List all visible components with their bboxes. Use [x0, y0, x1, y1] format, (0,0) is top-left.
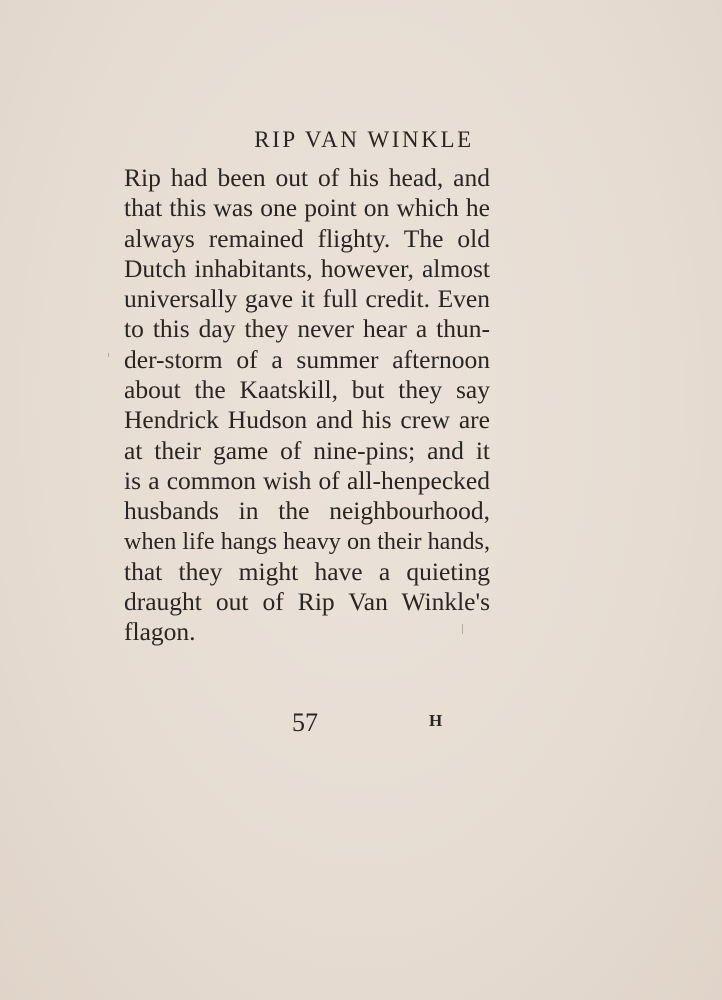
text-line: at their game of nine-pins; and it: [124, 435, 490, 465]
running-head: RIP VAN WINKLE: [254, 127, 474, 152]
text-line: Hendrick Hudson and his crew are: [124, 405, 490, 435]
text-line: der-storm of a summer afternoon: [124, 344, 490, 374]
text-line: Rip had been out of his head, and: [124, 163, 490, 192]
text-line: husbands in the neighbourhood,: [124, 496, 490, 526]
text-line: draught out of Rip Van Winkle's: [124, 587, 490, 617]
text-line: is a common wish of all-henpecked: [124, 465, 490, 495]
text-line: universally gave it full credit. Even: [124, 284, 490, 314]
paper-speck: [462, 624, 463, 634]
text-line: to this day they never hear a thun-: [124, 314, 490, 344]
text-line: when life hangs heavy on their hands,: [124, 527, 490, 555]
page-number: 57: [292, 708, 318, 737]
text-line: about the Kaatskill, but they say: [124, 375, 490, 405]
body-text: [124, 163, 490, 648]
paper-speck: [108, 353, 109, 357]
text-line: Dutch inhabitants, however, almost: [124, 253, 490, 283]
text-line: always remained flighty. The old: [124, 223, 490, 253]
text-line: that they might have a quieting: [124, 556, 490, 586]
signature-mark: H: [429, 711, 443, 730]
text-line: that this was one point on which he: [124, 193, 490, 223]
text-line-last: flagon.: [124, 617, 196, 647]
